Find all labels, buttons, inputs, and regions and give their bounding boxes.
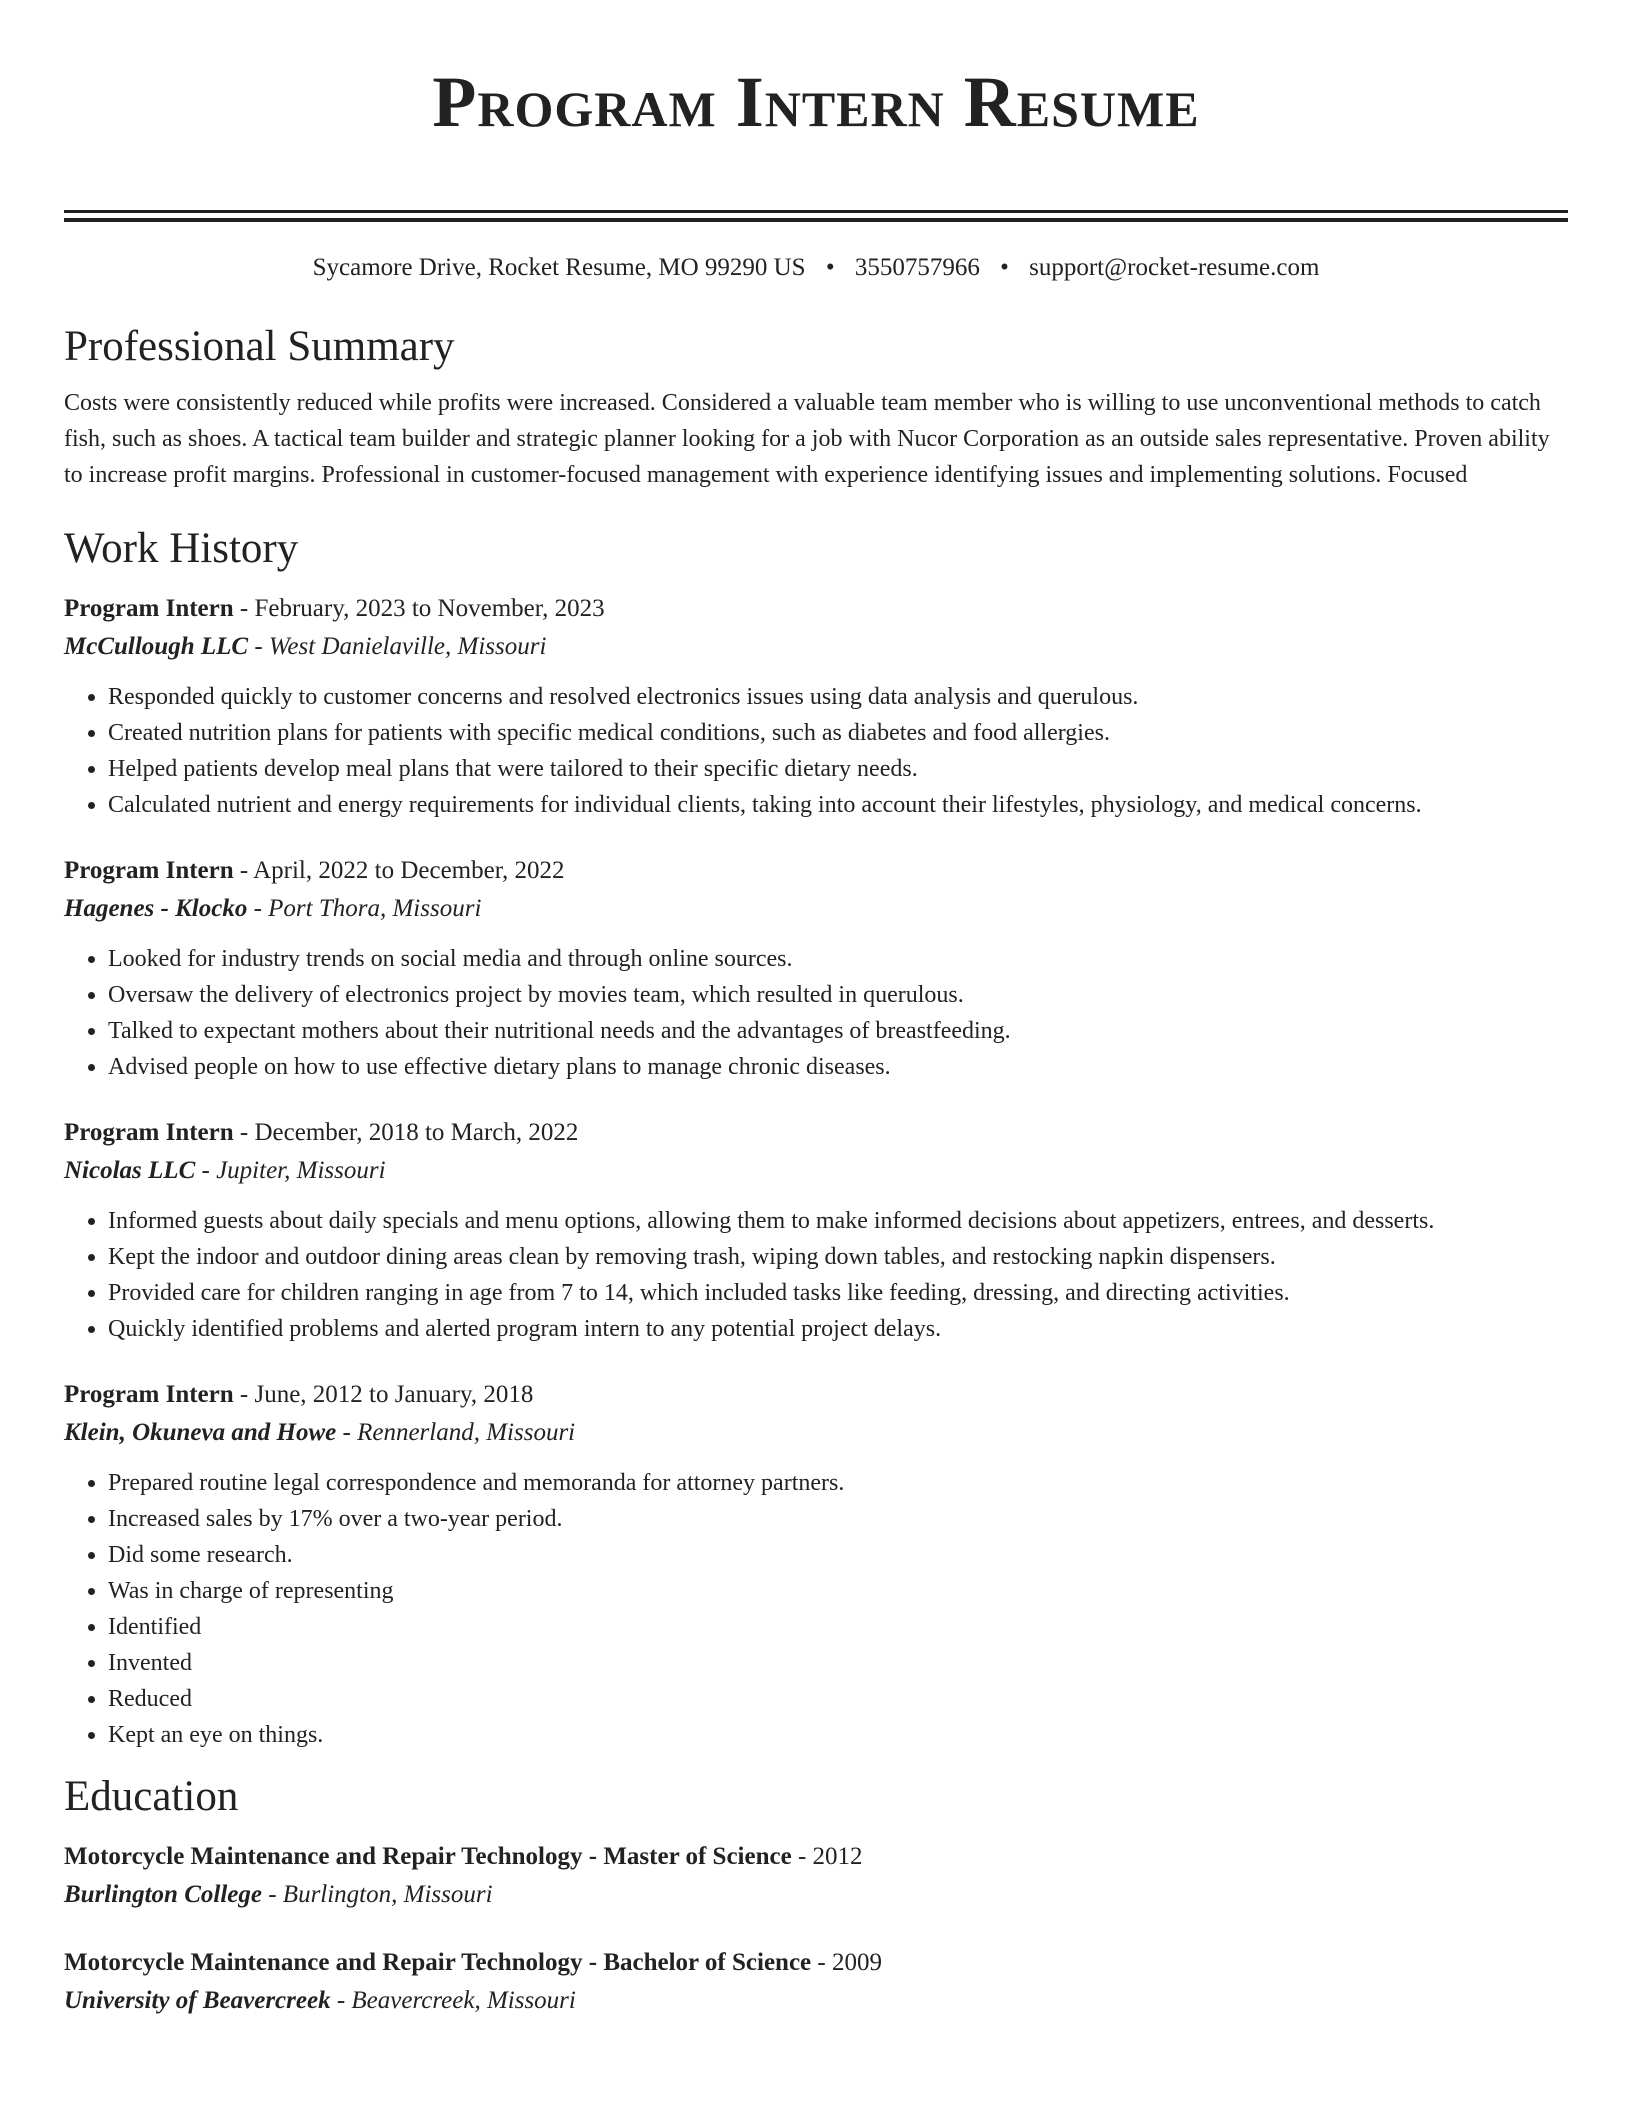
job-bullet: • Kept the indoor and outdoor dining areas clean by removing trash, wiping down tables, and restocking napkin dispensers. [108,1239,1568,1275]
contact-phone: 3550757966 [854,254,980,281]
job-bullet: • Looked for industry trends on social media and through online sources. [108,941,1568,977]
job-bullet: • Identified [108,1609,1568,1645]
job-entry [64,1115,1568,1347]
job-title: Program Intern [64,595,234,622]
job-header [64,591,1568,627]
education-degree: Motorcycle Maintenance and Repair Technology - Master of Science [64,1843,792,1870]
education-heading: Education [64,1773,239,1820]
education-header [64,1839,1568,1875]
job-bullet: • Advised people on how to use effective dietary plans to manage chronic diseases. [108,1049,1568,1085]
job-entry [64,853,1568,1085]
education-school: University of Beavercreek [64,1987,331,2014]
education-school-line [64,1981,1568,2021]
education-location: - Beavercreek, Missouri [330,1987,576,2014]
page-title: Program Intern Resume [432,62,1200,142]
job-bullet: • Oversaw the delivery of electronics project by movies team, which resulted in querulous. [108,977,1568,1013]
job-bullet: • Created nutrition plans for patients with specific medical conditions, such as diabetes and food allergies. [108,715,1568,751]
job-company: Nicolas LLC [64,1157,196,1184]
job-company: Klein, Okuneva and Howe [64,1419,337,1446]
job-company-line [64,889,1568,929]
job-bullet: • Informed guests about daily specials and menu options, allowing them to make informed decisions about appetizers, entrees, and desserts. [108,1203,1568,1239]
education-school: Burlington College [64,1881,262,1908]
job-bullet: • Increased sales by 17% over a two-year period. [108,1501,1568,1537]
job-title: Program Intern [64,1381,234,1408]
education-entry [64,1839,1568,1915]
job-bullet: • Was in charge of representing [108,1573,1568,1609]
job-location: - Rennerland, Missouri [336,1419,576,1446]
job-header [64,1377,1568,1413]
education-degree: Motorcycle Maintenance and Repair Technology - Bachelor of Science [64,1949,812,1976]
job-header [64,1115,1568,1151]
job-bullet: • Kept an eye on things. [108,1717,1568,1753]
contact-line [64,251,1568,285]
bullet-separator: • [1000,254,1009,281]
job-location: - Port Thora, Missouri [247,895,482,922]
job-bullet: • Prepared routine legal correspondence and memoranda for attorney partners. [108,1465,1568,1501]
job-bullet: • Quickly identified problems and alerted program intern to any potential project delays. [108,1311,1568,1347]
bullet-separator: • [825,254,835,281]
job-dates: - June, 2012 to January, 2018 [233,1381,534,1408]
job-bullet-list [64,1465,1568,1753]
job-dates: - February, 2023 to November, 2023 [233,595,605,622]
job-bullet: • Invented [108,1645,1568,1681]
summary-heading: Professional Summary [64,323,455,370]
education-location: - Burlington, Missouri [261,1881,493,1908]
job-bullet: • Reduced [108,1681,1568,1717]
job-company-line [64,1151,1568,1191]
job-bullet: • Provided care for children ranging in age from 7 to 14, which included tasks like feeding, dressing, and directing activities. [108,1275,1568,1311]
job-bullet: • Responded quickly to customer concerns and resolved electronics issues using data analysis and querulous. [108,679,1568,715]
job-location: - West Danielaville, Missouri [248,633,547,660]
job-dates: - April, 2022 to December, 2022 [233,857,565,884]
job-bullet: • Calculated nutrient and energy requirements for individual clients, taking into account their lifestyles, physiology, and medical concerns. [108,787,1568,823]
education-year: - 2012 [791,1843,863,1870]
job-entry [64,1377,1568,1753]
education-school-line [64,1875,1568,1915]
job-bullet-list [64,941,1568,1085]
title-divider [64,210,1568,213]
job-title: Program Intern [64,857,234,884]
job-bullet-list [64,1203,1568,1347]
job-location: - Jupiter, Missouri [195,1157,386,1184]
job-title: Program Intern [64,1119,234,1146]
job-bullet: • Did some research. [108,1537,1568,1573]
contact-address: Sycamore Drive, Rocket Resume, MO 99290 US [312,254,806,281]
summary-text: Costs were consistently reduced while profits were increased. Considered a valuable team member who is willing to use unconventional methods to catch fish, such as shoes. A tactical team builder and strategic planner looking for a job with Nucor Corporation as an outside sales representative. Proven ability to increase profit margins. Professional in customer-focused management with experience identifying issues and implementing solutions. Focused [64,390,1550,488]
job-company: McCullough LLC [64,633,249,660]
education-header [64,1945,1568,1981]
job-company-line [64,1413,1568,1453]
job-header [64,853,1568,889]
work-history-heading: Work History [64,525,299,572]
contact-email: support@rocket-resume.com [1029,254,1320,281]
job-company: Hagenes - Klocko [64,895,248,922]
job-entry [64,591,1568,823]
job-dates: - December, 2018 to March, 2022 [233,1119,579,1146]
education-year: - 2009 [811,1949,882,1976]
education-entry [64,1945,1568,2021]
job-bullet: • Talked to expectant mothers about their nutritional needs and the advantages of breastfeeding. [108,1013,1568,1049]
job-bullet: • Helped patients develop meal plans that were tailored to their specific dietary needs. [108,751,1568,787]
job-bullet-list [64,679,1568,823]
job-company-line [64,627,1568,667]
